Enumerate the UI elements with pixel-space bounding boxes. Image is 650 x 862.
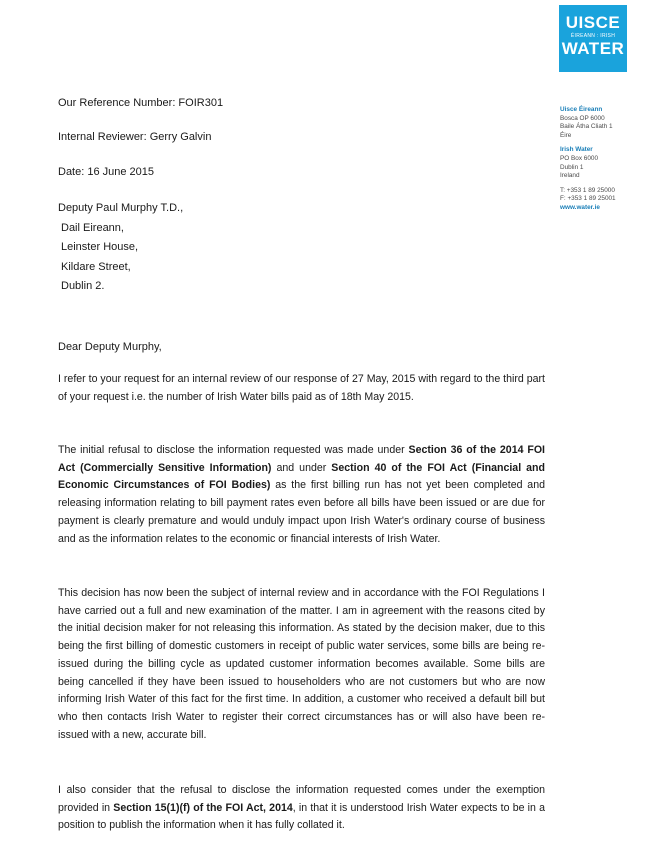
section-15-reference: Section 15(1)(f) of the FOI Act, 2014: [113, 801, 293, 814]
logo-uisce-text: UISCE: [565, 13, 621, 32]
logo-water-text: WATER: [561, 39, 625, 58]
paragraph-text: and under: [271, 461, 332, 474]
paragraph-2: [58, 442, 545, 548]
internal-reviewer: Internal Reviewer: Gerry Galvin: [58, 131, 212, 143]
website-link[interactable]: www.water.ie: [560, 203, 600, 211]
contact-block-english: [560, 146, 646, 180]
paragraph-text: The initial refusal to disclose the information requested was made under: [58, 444, 409, 456]
recipient-address: [58, 199, 183, 297]
paragraph-3: This decision has now been the subject of internal review and in accordance with the FOI Regulations I have carried out a full and new examination of the matter. I am in agreement with the reasons cited by the initial decision maker for not releasing this information. As stated by the decision maker, due to this being the first billing of domestic customers in receipt of public water services, some bills are being re-issued during the billing cycle as updated customer information becomes available. Some bills are being cancelled if they have been issued to householders who are not customers but who are now informing Irish Water of this fact for the first time. In addition, a customer who received a default bill but who then contacts Irish Water to register their correct circumstances has or will also have been re-issued with a new, accurate bill.: [58, 587, 545, 741]
contact-block-phone: [560, 187, 646, 213]
address-line: Kildare Street,: [61, 260, 131, 273]
paragraph-1: I refer to your request for an internal review of our response of 27 May, 2015 with regard to the third part of your request i.e. the number of Irish Water bills paid as of 18th May 2015.: [58, 373, 545, 403]
section-36-reference: Section 36 of the 2014 FOI Act (Commercially Sensitive Information): [58, 444, 545, 474]
paragraph-text: , in that it is understood Irish Water expects to be in a position to publish the information when it has fully collated it.: [58, 801, 546, 832]
irish-water-logo: [559, 5, 627, 72]
contact-block-irish-language: [560, 106, 646, 140]
address-line: Deputy Paul Murphy T.D.,: [58, 202, 184, 214]
address-line: Leinster House,: [61, 241, 139, 254]
logo-subtitle-text: ÉIREANN : IRISH: [570, 33, 616, 39]
paragraph-4: [58, 782, 545, 835]
letter-date: Date: 16 June 2015: [58, 166, 155, 178]
contact-heading: Irish Water: [560, 146, 593, 154]
address-line: Dail Eireann,: [61, 221, 124, 234]
contact-line: Dublin 1: [560, 163, 584, 171]
paragraph-text: I also consider that the refusal to disclose the information requested comes under the exemption provided in: [58, 784, 545, 814]
fax-number: F: +353 1 89 25001: [560, 195, 616, 203]
section-40-reference: Section 40 of the FOI Act (Financial and Economic Circumstances of FOI Bodies): [58, 461, 545, 492]
contact-line: Éire: [560, 131, 572, 139]
address-line: Dublin 2.: [61, 280, 105, 293]
salutation: Dear Deputy Murphy,: [58, 341, 162, 353]
contact-line: Baile Átha Cliath 1: [560, 123, 613, 131]
contact-line: PO Box 6000: [560, 154, 599, 162]
contact-line: Ireland: [560, 172, 580, 180]
reference-number: Our Reference Number: FOIR301: [58, 97, 224, 109]
paragraph-text: as the first billing run has not yet been completed and releasing information relating to bill payment rates even before all bills have been issued or are due for payment is clearly premature and would unduly impact upon Irish Water's ordinary course of business and as the information relates to the economic or financial interests of Irish Water.: [58, 479, 545, 545]
phone-number: T: +353 1 89 25000: [560, 186, 615, 194]
contact-heading: Uisce Éireann: [560, 106, 603, 113]
contact-line: Bosca OP 6000: [560, 114, 605, 122]
contact-sidebar: [560, 106, 646, 219]
